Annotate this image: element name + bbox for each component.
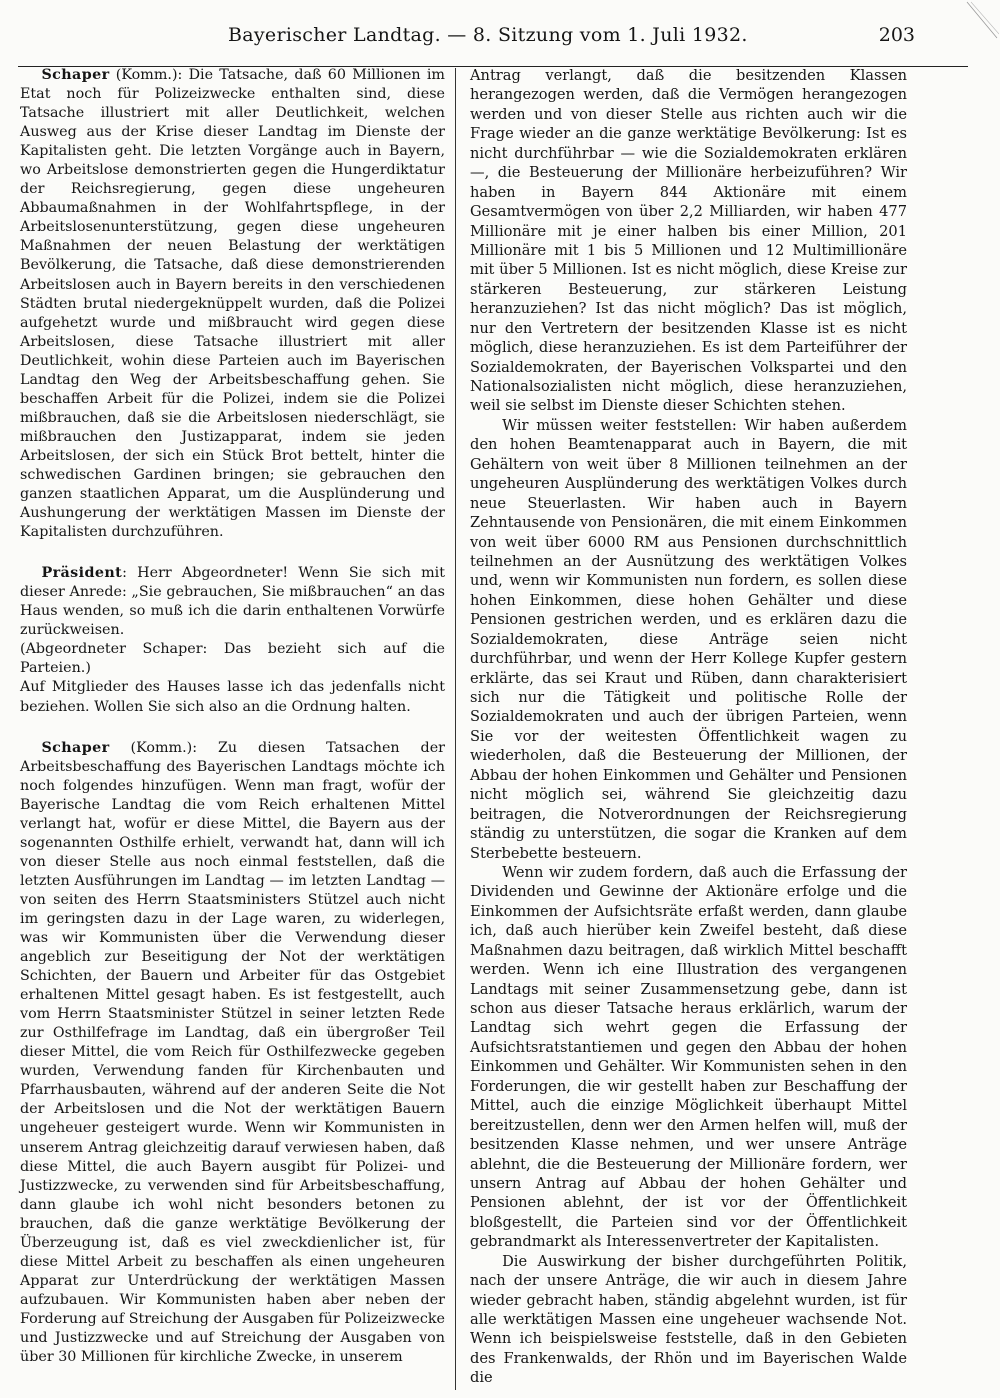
party-label: (Komm.): bbox=[109, 739, 218, 756]
speaker-name: Präsident bbox=[41, 565, 123, 582]
left-column bbox=[20, 66, 445, 1367]
page-number: 203 bbox=[878, 24, 915, 46]
paragraph-text: Wenn wir zudem fordern, daß auch die Erfassung der Dividenden und Gewinne der Aktionäre erfolge und die Einkommen der Aufsichtsräte erfaßt werden, dann glaube ich, daß auch hierüber kein Zweifel besteht, daß diese Maßnahmen dazu beitragen, daß wirklich Mittel beschafft werden. Wenn ich eine Illustration des vergangenen Landtags mit seiner Zusammensetzung gebe, dann ist schon aus dieser Tatsache heraus erklärlich, warum der Landtag sich wehrt gegen die Erfassung der Aufsichtsratstantiemen und gegen den Abbau der hohen Einkommen und Gehälter. Wir Kommunisten sehen in den Forderungen, die wir gestellt haben zur Beschaffung der Mittel, auch die einzige Möglichkeit überhaupt Mittel bereitzustellen, denn wer den Armen helfen will, muß der besitzenden Klasse nehmen, und wer unsere Anträge ablehnt, die die Besteuerung der Millionäre fordern, wer unsern Antrag auf Abbau der hohen Gehälter und Pensionen ablehnt, der ist vor der Öffentlichkeit bloßgestellt, die Parteien sind vor der Öffentlichkeit gebrandmarkt als Interessenvertreter der Kapitalisten. bbox=[470, 863, 907, 1251]
right-column bbox=[470, 66, 907, 1388]
paragraph-text: Antrag verlangt, daß die besitzenden Klassen herangezogen werden, daß die Vermögen herangezogen werden und von dieser Stelle aus richten auch wir die Frage wieder an die ganze werktätige Bevölkerung: Ist es nicht durchführbar — wie die Sozialdemokraten erklären —, die Besteuerung der Millionäre herbeizuführen? Wir haben in Bayern 844 Aktionäre mit einem Gesamtvermögen von über 2,2 Milliarden, wir haben 477 Millionäre mit je einer halben bis einer Million, 201 Millionäre mit 1 bis 5 Millionen und 12 Multimillionäre mit über 5 Millionen. Ist es nicht möglich, diese Kreise zur stärkeren Besteuerung, zur stärkeren Leistung heranzuziehen? Ist das nicht möglich? Das ist möglich, nur den Vertretern der besitzenden Klasse ist es nicht möglich, diese heranzuziehen. Es ist dem Parteiführer der Sozialdemokraten, der Bayerischen Volkspartei und den Nationalsozialisten nicht möglich, diese heranzuziehen, weil sie selbst im Dienste dieser Schichten stehen. bbox=[470, 67, 907, 415]
speaker-name: Schaper bbox=[41, 739, 110, 756]
speech-paragraph bbox=[20, 66, 445, 542]
page-header bbox=[0, 22, 1000, 56]
paragraph-text: Die Auswirkung der bisher durchgeführten Politik, nach der unsere Anträge, die wir auch in diesem Jahre wieder gebracht haben, ständig abgelehnt wurden, ist für alle werktätigen Massen eine ungeheuer wachsende Not. Wenn ich beispielsweise feststelle, daß in den Gebieten des Frankenwalds, der Rhön und im Bayerischen Walde die bbox=[470, 1252, 907, 1387]
party-label: : bbox=[122, 565, 138, 582]
speech-paragraph bbox=[20, 564, 445, 640]
paragraph-text: Die Tatsache, daß 60 Millionen im Etat noch für Polizeizwecke enthalten sind, diese Tatsache illustriert mit aller Deutlichkeit, welchen Ausweg aus der Krise dieser Landtag im Dienste der Kapitalisten geht. Die letzten Vorgänge auch in Bayern, wo Arbeitslose demonstrierten gegen die Hungerdiktatur der Reichsregierung, gegen diese ungeheuren Abbaumaßnahmen in der Wohlfahrtspflege, in der Arbeitslosenunterstützung, gegen diese ungeheuren Maßnahmen der neuen Belastung der werktätigen Bevölkerung, die Tatsache, daß diese demonstrierenden Arbeitslosen auch in Bayern bereits in den verschiedenen Städten brutal niedergeknüppelt wurden, daß die Polizei aufgehetzt wurde und mißbraucht wird gegen diese Arbeitslosen, diese Tatsache illustriert mit aller Deutlichkeit, wohin diese Parteien auch im Bayerischen Landtag den Weg der Arbeitsbeschaffung gehen. Sie beschaffen Arbeit für die Polizei, indem sie die Polizei mißbrauchen, daß sie die Arbeitslosen niederschlägt, sie mißbrauchen den Justizapparat, indem sie jeden Arbeitslosen, der sich ein Stück Brot bettelt, hinter die schwedischen Gardinen bringen; sie gebrauchen den ganzen staatlichen Apparat, um die Ausplünderung und Aushungerung der werktätigen Massen im Dienste der Kapitalisten durchzuführen. bbox=[20, 67, 445, 541]
folded-corner-mark bbox=[965, 0, 999, 40]
speech-paragraph bbox=[20, 739, 445, 1368]
party-label: (Komm.): bbox=[109, 67, 189, 83]
paragraph-text: Wir müssen weiter feststellen: Wir haben außerdem den hohen Beamtenapparat auch in Bayern, die mit Gehältern von weit über 8 Millionen teilnehmen an der ungeheuren Ausplünderung des werktätigen Volkes durch neue Steuerlasten. Wir haben auch in Bayern Zehntausende von Pensionären, die mit einem Einkommen von weit über 6000 RM aus Pensionen durchschnittlich teilnehmen an der Ausnützung des werktätigen Volkes und, wenn wir Kommunisten nun fordern, es sollen diese hohen Einkommen, diese hohen Gehälter und diese Pensionen gestrichen werden, und es erklären dazu die Sozialdemokraten, diese Anträge seien nicht durchführbar, und wenn der Herr Kollege Kupfer gestern erklärte, das sei Kraut und Rüben, dann charakterisiert sich nur die Tätigkeit und politische Rolle der Sozialdemokraten und auch der übrigen Parteien, wenn Sie vor der weitesten Öffentlichkeit wagen zu wiederholen, daß die Besteuerung der Millionen, der Abbau der hohen Einkommen und Gehälter und Pensionen nicht möglich sei, während Sie gleichzeitig dazu beitragen, die Notverordnungen der Reichsregierung ständig zu unterstützen, die sogar die Kranken auf dem Sterbebette besteuern. bbox=[470, 416, 907, 862]
speaker-name: Schaper bbox=[41, 67, 110, 83]
paragraph-text: Herr Abgeordneter! Wenn Sie sich mit dieser Anrede: „Sie gebrauchen, Sie mißbrauchen“ an das Haus wenden, so muß ich die darin enthaltenen Vorwürfe zurückweisen. bbox=[20, 565, 445, 639]
column-divider bbox=[455, 68, 456, 1390]
paragraph-text: Zu diesen Tatsachen der Arbeitsbeschaffung des Bayerischen Landtags möchte ich noch folgendes hinzufügen. Wenn man fragt, wofür der Bayerische Landtag die vom Reich erhaltenen Mittel verlangt hat, wofür er diese Mittel, die Bayern aus der sogenannten Osthilfe erhielt, verwandt hat, dann will ich von dieser Stelle aus noch einmal feststellen, daß die letzten Ausführungen im Landtag — im letzten Landtag — von seiten des Herrn Staatsministers Stützel auch nicht im geringsten dazu in der Lage waren, zu widerlegen, was wir Kommunisten über die Verwendung dieser angeblich zur Beseitigung der Not der werktätigen Schichten, der Bauern und Arbeiter für das Ostgebiet erhaltenen Mittel gesagt haben. Es ist festgestellt, auch vom Herrn Staatsminister Stützel in seiner letzten Rede zur Osthilfefrage im Landtag, daß ein übergroßer Teil dieser Mittel, die vom Reich für Osthilfezwecke gegeben wurden, Verwendung fanden für Kirchenbauten und Pfarrhausbauten, während auf der anderen Seite die Not der Arbeitslosen und die Not der werktätigen Bauern ungeheuer gesteigert wurde. Wenn wir Kommunisten in unserem Antrag gleichzeitig darauf verwiesen haben, daß diese Mittel, die auch Bayern ausgibt für Polizei- und Justizzwecke, zu verwenden sind für Arbeitsbeschaffung, dann glaube ich wohl nicht besonders betonen zu brauchen, daß die ganze werktätige Bevölkerung der Überzeugung ist, daß es viel zweckdienlicher ist, für diese Mittel Arbeit zu beschaffen als einen ungeheuren Apparat zur Unterdrückung der werktätigen Massen aufzubauen. Wir Kommunisten haben aber neben der Forderung auf Streichung der Ausgaben für Polizeizwecke und Justizzwecke und auf Streichung der Ausgaben von über 30 Millionen für kirchliche Zwecke, in unserem bbox=[20, 739, 445, 1366]
interjection: (Abgeordneter Schaper: Das bezieht sich auf die Parteien.) bbox=[20, 641, 445, 677]
paragraph-text: Auf Mitglieder des Hauses lasse ich das jedenfalls nicht beziehen. Wollen Sie sich also an die Ordnung halten. bbox=[20, 679, 445, 715]
running-title: Bayerischer Landtag. — 8. Sitzung vom 1. Juli 1932. bbox=[228, 24, 748, 46]
